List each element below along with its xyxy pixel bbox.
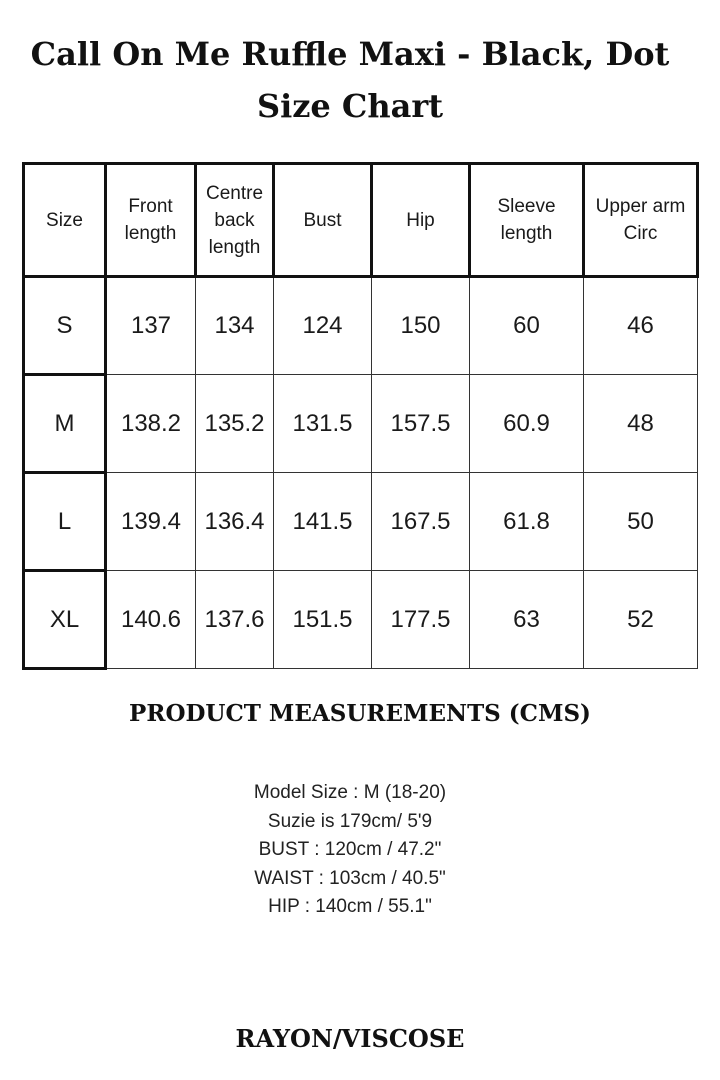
table-cell: 52 <box>584 571 698 669</box>
table-cell: 46 <box>584 277 698 375</box>
table-cell: 140.6 <box>106 571 196 669</box>
model-info <box>0 779 700 922</box>
size-chart-table <box>22 162 699 670</box>
model-waist-line: WAIST : 103cm / 40.5" <box>254 867 446 889</box>
table-cell: 134 <box>196 277 274 375</box>
table-cell: 135.2 <box>196 375 274 473</box>
table-cell-size: M <box>24 375 106 473</box>
table-row <box>24 375 698 473</box>
page-title: Call On Me Ruffle Maxi - Black, Dot <box>30 35 670 73</box>
table-cell: 60.9 <box>470 375 584 473</box>
header-front-length: Front length <box>106 164 196 277</box>
header-size: Size <box>24 164 106 277</box>
table-row <box>24 277 698 375</box>
table-cell: 157.5 <box>372 375 470 473</box>
header-bust: Bust <box>274 164 372 277</box>
table-cell: 141.5 <box>274 473 372 571</box>
model-size-line: Model Size : M (18-20) <box>253 782 447 803</box>
table-cell-size: S <box>24 277 106 375</box>
table-cell: 137.6 <box>196 571 274 669</box>
table-cell-size: L <box>24 473 106 571</box>
table-cell: 138.2 <box>106 375 196 473</box>
table-cell: 48 <box>584 375 698 473</box>
measurements-heading: PRODUCT MEASUREMENTS (CMS) <box>129 700 591 727</box>
table-header-row <box>24 164 698 277</box>
table-cell: 151.5 <box>274 571 372 669</box>
table-cell: 150 <box>372 277 470 375</box>
model-height-line: Suzie is 179cm/ 5'9 <box>267 810 433 832</box>
table-cell: 124 <box>274 277 372 375</box>
table-cell: 177.5 <box>372 571 470 669</box>
table-row <box>24 473 698 571</box>
table-row <box>24 571 698 669</box>
table-cell: 136.4 <box>196 473 274 571</box>
model-hip-line: HIP : 140cm / 55.1" <box>268 896 432 917</box>
header-hip: Hip <box>372 164 470 277</box>
table-cell: 63 <box>470 571 584 669</box>
table-cell: 50 <box>584 473 698 571</box>
fabric-label: RAYON/VISCOSE <box>235 1024 465 1053</box>
table-cell: 131.5 <box>274 375 372 473</box>
table-cell: 61.8 <box>470 473 584 571</box>
header-centre-back-length: Centre back length <box>196 164 274 277</box>
table-cell-size: XL <box>24 571 106 669</box>
table-cell: 139.4 <box>106 473 196 571</box>
header-upper-arm-circ: Upper arm Circ <box>584 164 698 277</box>
table-cell: 137 <box>106 277 196 375</box>
table-cell: 60 <box>470 277 584 375</box>
model-bust-line: BUST : 120cm / 47.2" <box>258 839 442 860</box>
page-subtitle: Size Chart <box>256 87 444 125</box>
table-cell: 167.5 <box>372 473 470 571</box>
header-sleeve-length: Sleeve length <box>470 164 584 277</box>
